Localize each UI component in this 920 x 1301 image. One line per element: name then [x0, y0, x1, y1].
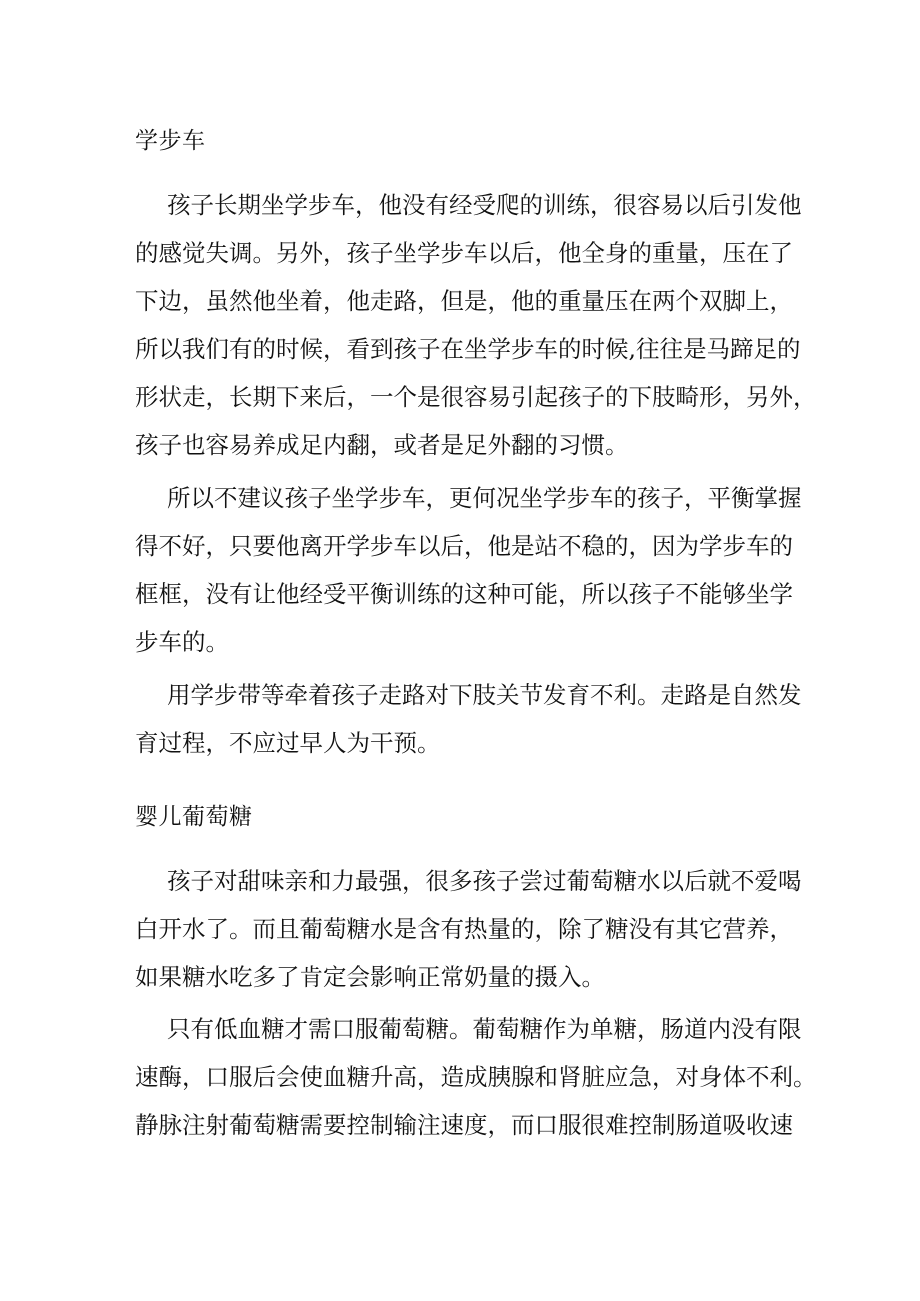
text-line: 所以我们有的时候，看到孩子在坐学步车的时候,往往是马蹄足的 — [135, 335, 801, 363]
text-line: 形状走，长期下来后，一个是很容易引起孩子的下肢畸形，另外， — [135, 383, 817, 411]
text-line: 孩子对甜味亲和力最强，很多孩子尝过葡萄糖水以后就不爱喝 — [167, 867, 802, 895]
text-line: 得不好，只要他离开学步车以后，他是站不稳的，因为学步车的 — [135, 532, 793, 560]
text-line: 如果糖水吃多了肯定会影响正常奶量的摄入。 — [135, 963, 605, 991]
paragraph-walker-2 — [135, 474, 800, 666]
text-line: 所以不建议孩子坐学步车，更何况坐学步车的孩子，平衡掌握 — [167, 484, 802, 512]
text-line: 静脉注射葡萄糖需要控制输注速度，而口服很难控制肠道吸收速 — [135, 1111, 793, 1139]
text-line: 孩子也容易养成足内翻，或者是足外翻的习惯。 — [135, 431, 629, 459]
text-line: 育过程，不应过早人为干预。 — [135, 729, 441, 757]
text-line: 只有低血糖才需口服葡萄糖。葡萄糖作为单糖，肠道内没有限 — [167, 1015, 802, 1043]
text-line: 的感觉失调。另外，孩子坐学步车以后，他全身的重量，压在了 — [135, 239, 793, 267]
text-line: 孩子长期坐学步车，他没有经受爬的训练，很容易以后引发他 — [167, 191, 802, 219]
paragraph-glucose-2 — [135, 1005, 817, 1149]
text-line: 步车的。 — [135, 628, 229, 656]
section-heading-baby-glucose: 婴儿葡萄糖 — [135, 804, 253, 830]
text-line: 速酶，口服后会使血糖升高，造成胰腺和肾脏应急，对身体不利。 — [135, 1063, 817, 1091]
paragraph-walker-3 — [135, 671, 800, 767]
text-line: 白开水了。而且葡萄糖水是含有热量的，除了糖没有其它营养， — [135, 915, 793, 943]
text-line: 用学步带等牵着孩子走路对下肢关节发育不利。走路是自然发 — [167, 681, 802, 709]
paragraph-glucose-1 — [135, 857, 800, 1001]
section-heading-baby-walker: 学步车 — [135, 128, 206, 154]
text-line: 框框，没有让他经受平衡训练的这种可能，所以孩子不能够坐学 — [135, 580, 793, 608]
text-line: 下边，虽然他坐着，他走路，但是，他的重量压在两个双脚上， — [135, 287, 793, 315]
paragraph-walker-1 — [135, 181, 817, 469]
